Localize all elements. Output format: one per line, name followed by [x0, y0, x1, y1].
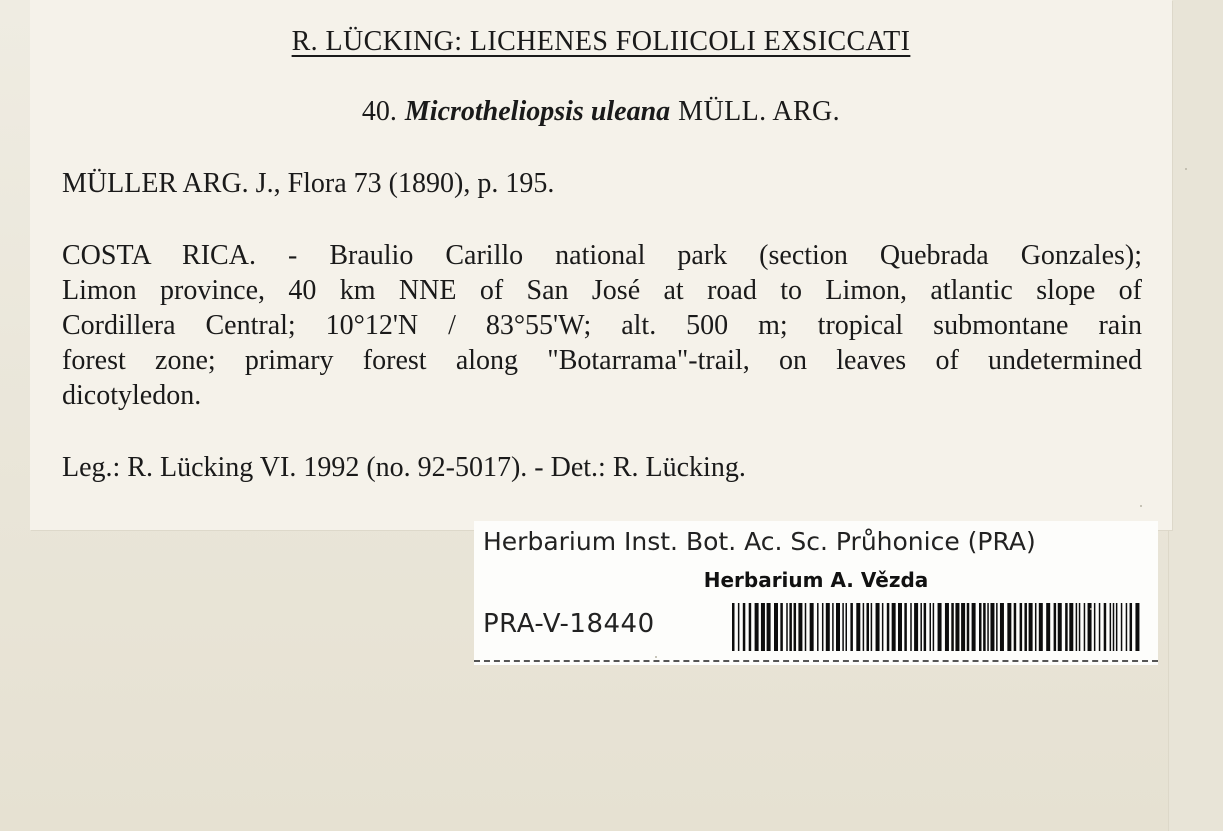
- specimen-code: PRA-V-18440: [483, 609, 655, 639]
- locality-text: [62, 238, 1142, 413]
- series-header: [30, 26, 1172, 58]
- exsiccata-number: 40.: [361, 96, 397, 127]
- paper-speck: [1090, 608, 1092, 610]
- locality-line: forest zone; primary forest along "Botarrama"-trail, on leaves of undetermined: [62, 345, 1142, 376]
- collector-line: Leg.: R. Lücking VI. 1992 (no. 92-5017). - Det.: R. Lücking.: [62, 452, 746, 483]
- cut-line: [474, 660, 1158, 662]
- locality-line: Cordillera Central; 10°12'N / 83°55'W; alt. 500 m; tropical submontane rain: [62, 310, 1142, 341]
- collection-name: Herbarium A. Vězda: [703, 568, 929, 592]
- exsiccata-label: [30, 0, 1172, 530]
- barcode-icon: [732, 603, 1142, 651]
- paper-speck: [1140, 505, 1142, 507]
- locality-line: Limon province, 40 km NNE of San José at road to Limon, atlantic slope of: [62, 275, 1142, 306]
- herbarium-barcode-label: [474, 521, 1158, 665]
- series-title: R. LÜCKING: LICHENES FOLIICOLI EXSICCATI: [291, 26, 911, 57]
- species-authority: MÜLL. ARG.: [678, 96, 841, 127]
- species-line: [30, 96, 1172, 128]
- species-name: Microtheliopsis uleana: [404, 96, 671, 127]
- paper-speck: [655, 656, 657, 658]
- sheet-edge: [1168, 0, 1223, 831]
- paper-speck: [1185, 168, 1187, 170]
- locality-line: COSTA RICA. - Braulio Carillo national park (section Quebrada Gonzales);: [62, 240, 1142, 271]
- literature-reference: MÜLLER ARG. J., Flora 73 (1890), p. 195.: [62, 168, 555, 199]
- locality-line: dicotyledon.: [62, 380, 202, 411]
- institution-name: Herbarium Inst. Bot. Ac. Sc. Průhonice (PRA): [483, 527, 1036, 556]
